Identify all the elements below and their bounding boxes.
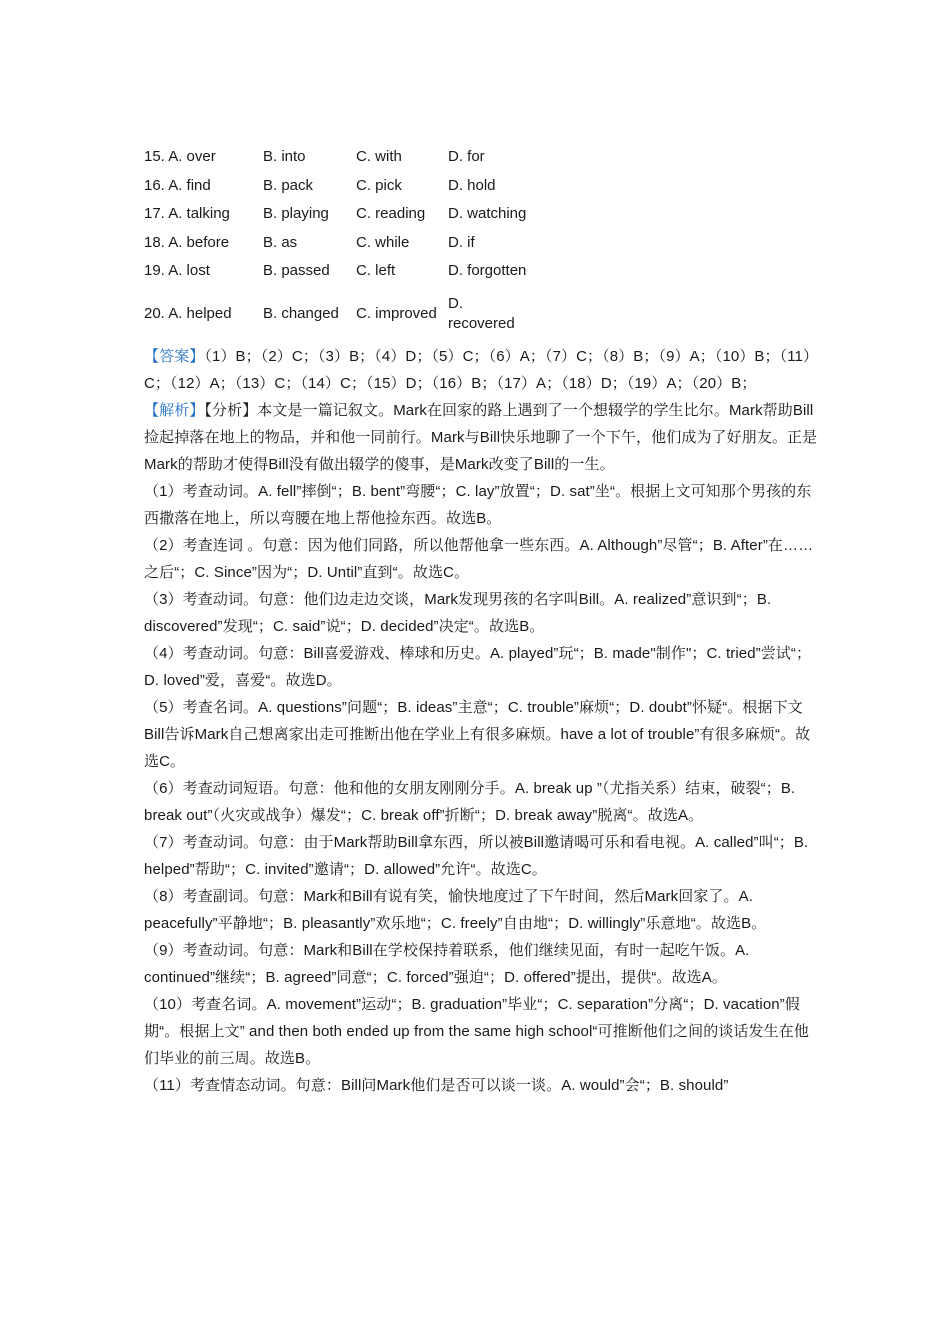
option-b: B. pack: [263, 176, 314, 194]
option-b: B. into: [263, 148, 306, 166]
option-d: D. watching: [448, 205, 527, 223]
answer-section: [144, 343, 820, 397]
option-d: D. forgotten: [448, 262, 527, 280]
option-d: [448, 286, 538, 342]
option-c: C. left: [356, 262, 396, 280]
table-row: [144, 286, 538, 342]
options-table: [144, 143, 538, 342]
analysis-section: [144, 397, 820, 1099]
analysis-item: （1）考查动词。A. fell”摔倒“；B. bent”弯腰“；C. lay”放置“；D. sat”坐“。根据上文可知那个男孩的东西撒落在地上，所以弯腰在地上帮他捡东西。故选B。: [144, 482, 812, 527]
table-row: [144, 143, 538, 172]
content: [144, 143, 820, 1099]
option-c: C. pick: [356, 176, 402, 194]
option-d: D. if: [448, 233, 475, 251]
answer-text: （1）B；（2）C；（3）B；（4）D；（5）C；（6）A；（7）C；（8）B；（9）A；（10）B；（11）C；（12）A；（13）C；（14）C；（15）D；（16）B；（17）A；（18）D；（19）A；（20）B；: [144, 347, 819, 392]
analysis-item: （5）考查名词。A. questions”问题“；B. ideas”主意“；C. trouble”麻烦“；D. doubt”怀疑“。根据下文Bill告诉Mark自己想离家出走可推断出他在学业上有很多麻烦。have a lot of trouble”有很多麻烦“。故选C。: [144, 698, 811, 770]
option-b: B. passed: [263, 262, 330, 280]
option-d-word: recovered: [448, 314, 515, 332]
table-row: [144, 229, 538, 258]
option-a: 20. A. helped: [144, 304, 232, 322]
table-row: [144, 172, 538, 201]
option-a: 19. A. lost: [144, 262, 210, 280]
analysis-item: （8）考查副词。句意：Mark和Bill有说有笑，愉快地度过了下午时间，然后Mark回家了。A. peacefully”平静地“；B. pleasantly”欢乐地“；C. freely”自由地“；D. willingly”乐意地“。故选B。: [144, 887, 767, 932]
option-b: B. changed: [263, 304, 339, 322]
option-a: 16. A. find: [144, 176, 211, 194]
analysis-item: （3）考查动词。句意：他们边走边交谈，Mark发现男孩的名字叫Bill。A. realized”意识到“；B. discovered”发现“；C. said”说“；D. decided”决定“。故选B。: [144, 590, 772, 635]
option-a: 17. A. talking: [144, 205, 230, 223]
analysis-item: （6）考查动词短语。句意：他和他的女朋友刚刚分手。A. break up ”（尤指关系）结束，破裂“；B. break out”（火灾或战争）爆发“；C. break off”折断“；D. break away”脱离“。故选A。: [144, 779, 796, 824]
analysis-item: （4）考查动词。句意：Bill喜爱游戏、棒球和历史。A. played”玩“；B. made"制作"；C. tried”尝试“；D. loved”爱，喜爱“。故选D。: [144, 644, 812, 689]
option-a: 18. A. before: [144, 233, 230, 251]
analysis-intro-text: 【分析】本文是一篇记叙文。Mark在回家的路上遇到了一个想辍学的学生比尔。Mark帮助Bill捡起掉落在地上的物品，并和他一同前行。Mark与Bill快乐地聊了一个下午，他们成为了好朋友。正是Mark的帮助才使得Bill没有做出辍学的傻事，是Mark改变了Bill的一生。: [144, 401, 818, 473]
answer-tag: 【答案】: [144, 347, 205, 365]
option-c: C. reading: [356, 205, 426, 223]
analysis-item: （2）考查连词 。句意：因为他们同路，所以他帮他拿一些东西。A. Although”尽管“；B. After”在……之后“；C. Since”因为“；D. Until”直到“。故选C。: [144, 536, 814, 581]
table-row: [144, 257, 538, 286]
option-c: C. with: [356, 148, 402, 166]
analysis-item: （9）考查动词。句意：Mark和Bill在学校保持着联系，他们继续见面，有时一起吃午饭。A. continued”继续“；B. agreed”同意“；C. forced”强迫“；D. offered”提出，提供“。故选A。: [144, 941, 750, 986]
analysis-item: （11）考查情态动词。句意：Bill问Mark他们是否可以谈一谈。A. would”会“；B. should”: [144, 1076, 729, 1094]
option-c: C. improved: [356, 304, 437, 322]
analysis-intro: [144, 397, 820, 478]
option-b: B. playing: [263, 205, 329, 223]
option-a: 15. A. over: [144, 148, 216, 166]
option-d-letter: D.: [448, 294, 463, 312]
analysis-tag: 【解析】: [144, 401, 205, 419]
option-d: D. for: [448, 148, 485, 166]
table-row: [144, 200, 538, 229]
analysis-item: （10）考查名词。A. movement”运动“；B. graduation”毕业“；C. separation”分离“；D. vacation”假期“。根据上文” and then both ended up from the same high school“可推断他们之间的谈话发生在他们毕业的前三周。故选B。: [144, 995, 809, 1067]
option-d: D. hold: [448, 176, 496, 194]
option-b: B. as: [263, 233, 298, 251]
analysis-item: （7）考查动词。句意：由于Mark帮助Bill拿东西，所以被Bill邀请喝可乐和看电视。A. called”叫“；B. helped”帮助“；C. invited”邀请“；D. allowed”允许“。故选C。: [144, 833, 809, 878]
option-c: C. while: [356, 233, 410, 251]
